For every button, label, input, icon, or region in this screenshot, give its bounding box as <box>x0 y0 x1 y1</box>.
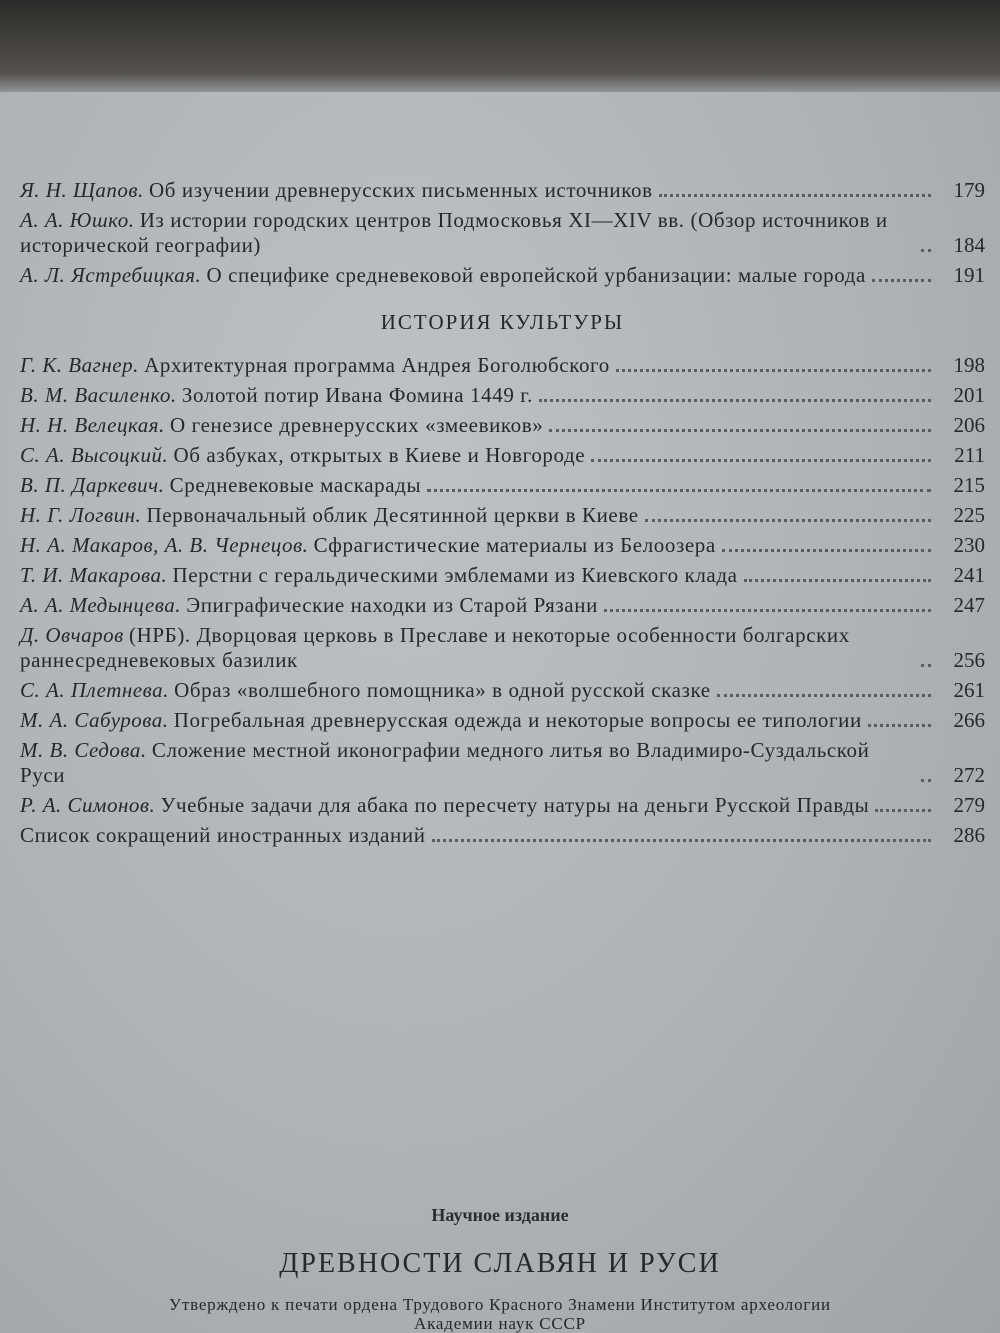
toc-entry-author: С. А. Плетнева. <box>20 678 169 702</box>
toc-entry <box>20 623 985 673</box>
toc-entry <box>20 533 985 558</box>
toc-entry-text <box>20 533 716 558</box>
toc-entry-title: Сфрагистические материалы из Белоозера <box>313 533 716 557</box>
toc-entry-title: Погребальная древнерусская одежда и некоторые вопросы ее типологии <box>173 708 862 732</box>
toc-entry <box>20 178 985 203</box>
toc-entry-title: Архитектурная программа Андрея Боголюбского <box>144 353 610 377</box>
toc-list-culture <box>20 353 985 848</box>
toc-dot-leader <box>722 549 931 552</box>
toc-entry <box>20 793 985 818</box>
toc-entry-author: А. А. Медынцева. <box>20 593 181 617</box>
toc-entry <box>20 593 985 618</box>
toc-entry-title: Сложение местной иконографии медного литья во Владимиро-Суздальской Руси <box>20 738 870 787</box>
toc-entry <box>20 503 985 528</box>
toc-entry <box>20 678 985 703</box>
toc-entry-title: Из истории городских центров Подмосковья XI—XIV вв. (Обзор источников и исторической географии) <box>20 208 888 257</box>
toc-entry-page-number: 266 <box>953 708 985 732</box>
toc-entry-author: Г. К. Вагнер. <box>20 353 139 377</box>
toc-entry-title: Средневековые маскарады <box>169 473 422 497</box>
toc-entry-author: М. В. Седова. <box>20 738 147 762</box>
toc-entry-page-number: 179 <box>953 178 985 202</box>
toc-dot-leader <box>717 694 931 697</box>
toc-entry-author: С. А. Высоцкий. <box>20 443 169 467</box>
toc-entry-author: В. П. Даркевич. <box>20 473 165 497</box>
toc-entry-title: Золотой потир Ивана Фомина 1449 г. <box>181 383 533 407</box>
toc-entry <box>20 208 985 258</box>
toc-list-top <box>20 178 985 288</box>
approval-note <box>100 1295 900 1333</box>
toc-dot-leader <box>604 609 931 612</box>
toc-entry-author: Я. Н. Щапов. <box>20 178 144 202</box>
toc-entry <box>20 353 985 378</box>
toc-dot-leader <box>591 459 931 462</box>
toc-entry-author: М. А. Сабурова. <box>20 708 169 732</box>
toc-entry-page-number: 247 <box>953 593 985 617</box>
toc-entry-page-number: 230 <box>953 533 985 557</box>
toc-entry-author: Д. Овчаров <box>20 623 124 647</box>
book-title: ДРЕВНОСТИ СЛАВЯН И РУСИ <box>279 1248 721 1279</box>
toc-entry-page-number: 256 <box>953 648 985 672</box>
toc-entry-title: О генезисе древнерусских «змеевиков» <box>170 413 544 437</box>
toc-entry-page-number: 261 <box>953 678 985 702</box>
toc-dot-leader <box>921 779 931 782</box>
toc-entry-title: Список сокращений иностранных изданий <box>20 823 426 847</box>
toc-entry <box>20 563 985 588</box>
toc-entry <box>20 443 985 468</box>
toc-entry-title: Перстни с геральдическими эмблемами из Киевского клада <box>172 563 738 587</box>
toc-entry-page-number: 184 <box>953 233 985 257</box>
toc-entry-author: А. А. Юшко. <box>20 208 135 232</box>
toc-dot-leader <box>921 664 931 667</box>
toc-entry-title: Первоначальный облик Десятинной церкви в Киеве <box>146 503 639 527</box>
toc-entry <box>20 473 985 498</box>
toc-entry-text <box>20 678 711 703</box>
toc-entry <box>20 738 985 788</box>
toc-entry-title: Образ «волшебного помощника» в одной русской сказке <box>174 678 711 702</box>
imprint-label: Научное издание <box>431 1205 569 1225</box>
toc-entry-title: Об изучении древнерусских письменных источников <box>149 178 653 202</box>
toc-entry-author: Н. А. Макаров, А. В. Чернецов. <box>20 533 309 557</box>
toc-entry-page-number: 215 <box>953 473 985 497</box>
toc-entry-text <box>20 563 738 588</box>
toc-dot-leader <box>744 579 931 582</box>
toc-dot-leader <box>549 429 931 432</box>
toc-entry-page-number: 279 <box>953 793 985 817</box>
page-top-edge <box>0 0 1000 92</box>
toc-entry-author: А. Л. Ястребицкая. <box>20 263 202 287</box>
toc-entry-text <box>20 623 915 673</box>
toc-dot-leader <box>432 839 931 842</box>
toc-entry-title: Учебные задачи для абака по пересчету натуры на деньги Русской Правды <box>160 793 870 817</box>
toc-entry-author: Т. И. Макарова. <box>20 563 168 587</box>
toc-entry-author: Н. Г. Логвин. <box>20 503 142 527</box>
approval-line-2: Академии наук СССР <box>414 1314 586 1333</box>
section-heading: ИСТОРИЯ КУЛЬТУРЫ <box>380 310 625 334</box>
toc-entry-text <box>20 178 653 203</box>
toc-entry-page-number: 211 <box>954 443 985 467</box>
toc-dot-leader <box>539 399 931 402</box>
toc-dot-leader <box>868 724 931 727</box>
toc-entry-author: Н. Н. Велецкая. <box>20 413 165 437</box>
toc-entry-author: Р. А. Симонов. <box>20 793 156 817</box>
toc-entry-title: (НРБ). Дворцовая церковь в Преславе и некоторые особенности болгарских раннесредневековых базилик <box>20 623 850 672</box>
toc-entry <box>20 708 985 733</box>
toc-entry-page-number: 191 <box>953 263 985 287</box>
toc-entry-page-number: 286 <box>953 823 985 847</box>
toc-entry-page-number: 272 <box>953 763 985 787</box>
toc-dot-leader <box>616 369 931 372</box>
toc-entry-text <box>20 383 533 408</box>
toc-entry-title: О специфике средневековой европейской урбанизации: малые города <box>206 263 866 287</box>
toc-dot-leader <box>659 194 931 197</box>
toc-entry-page-number: 198 <box>953 353 985 377</box>
toc-entry <box>20 413 985 438</box>
toc-entry-text <box>20 708 862 733</box>
toc-dot-leader <box>427 489 931 492</box>
toc-dot-leader <box>872 279 931 282</box>
table-of-contents <box>20 178 985 853</box>
toc-entry-text <box>20 443 585 468</box>
toc-entry <box>20 263 985 288</box>
toc-entry <box>20 383 985 408</box>
toc-entry-author: В. М. Василенко. <box>20 383 177 407</box>
toc-entry-page-number: 201 <box>953 383 985 407</box>
toc-entry-text <box>20 823 426 848</box>
toc-entry-page-number: 225 <box>953 503 985 527</box>
toc-dot-leader <box>875 809 931 812</box>
toc-entry <box>20 823 985 848</box>
toc-entry-page-number: 241 <box>953 563 985 587</box>
toc-entry-title: Об азбуках, открытых в Киеве и Новгороде <box>173 443 586 467</box>
toc-entry-text <box>20 263 866 288</box>
toc-entry-title: Эпиграфические находки из Старой Рязани <box>186 593 598 617</box>
toc-dot-leader <box>921 249 931 252</box>
toc-dot-leader <box>645 519 931 522</box>
toc-entry-text <box>20 208 915 258</box>
toc-entry-text <box>20 503 639 528</box>
toc-entry-text <box>20 353 610 378</box>
toc-entry-text <box>20 793 869 818</box>
toc-entry-text <box>20 738 915 788</box>
approval-line-1: Утверждено к печати ордена Трудового Красного Знамени Институтом археологии <box>169 1295 831 1314</box>
toc-entry-text <box>20 413 543 438</box>
toc-entry-text <box>20 473 421 498</box>
toc-entry-text <box>20 593 598 618</box>
toc-entry-page-number: 206 <box>953 413 985 437</box>
